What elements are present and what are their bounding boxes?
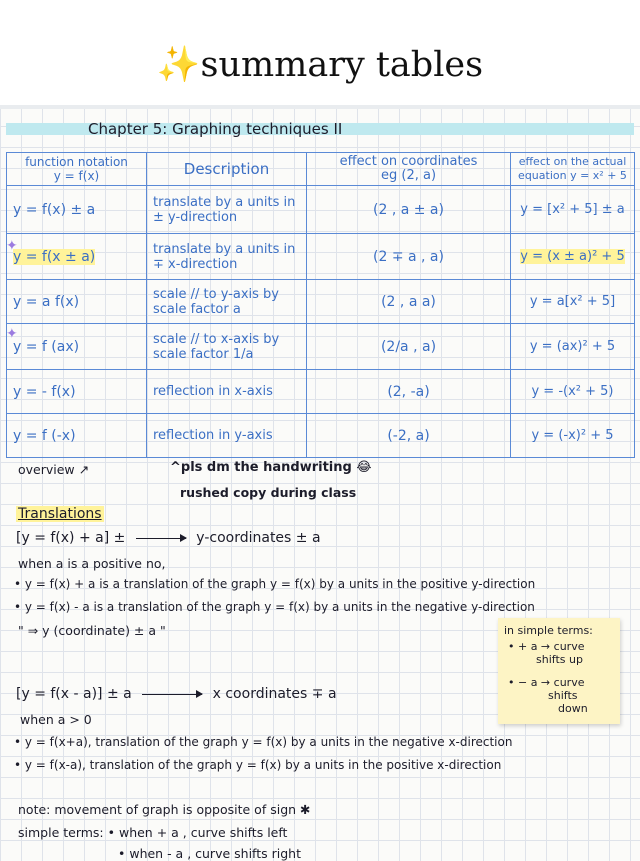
table-row (7, 234, 635, 280)
page-title: ✨summary tables (156, 45, 484, 85)
table-header-row (7, 153, 635, 186)
table-row (7, 186, 635, 234)
arrow-icon (142, 694, 202, 695)
rule-1-result: y-coordinates ± a (196, 530, 321, 546)
row-description: translate by a units in ∓ x-direction (147, 234, 307, 280)
chapter-heading: Chapter 5: Graphing techniques II (88, 120, 343, 138)
row-equation: y = (-x)² + 5 (511, 414, 635, 458)
translation-line-3: " ⇒ y (coordinate) ± a " (18, 623, 166, 638)
table-row (7, 280, 635, 324)
row-equation: y = a[x² + 5] (511, 280, 635, 324)
overview-label: overview ↗ (18, 462, 90, 477)
row-description: reflection in x-axis (147, 370, 307, 414)
translation-line-5: • y = f(x-a), translation of the graph y = f(x) by a units in the positive x-direction (14, 758, 502, 772)
condition-2: when a > 0 (20, 712, 92, 727)
row-coordinates: (2, -a) (307, 370, 511, 414)
table-row (7, 324, 635, 370)
summary-table (6, 152, 635, 458)
caption-rushed: rushed copy during class (180, 485, 357, 500)
row-formula: y = f (-x) (7, 414, 147, 458)
header-equation: effect on the actual equation y = x² + 5 (511, 153, 635, 186)
sticky-line: • + a → curve (508, 640, 585, 653)
row-formula (7, 234, 147, 280)
simple-terms-2: • when - a , curve shifts right (118, 846, 301, 861)
header-function: function notation y = f(x) (7, 153, 147, 186)
row-formula: y = - f(x) (7, 370, 147, 414)
simple-terms: simple terms: • when + a , curve shifts left (18, 825, 288, 840)
row-equation: y = -(x² + 5) (511, 370, 635, 414)
row-description: translate by a units in ± y-direction (147, 186, 307, 234)
arrow-icon (136, 538, 186, 539)
rule-2-formula: [y = f(x - a)] ± a (16, 686, 132, 702)
sticky-line: down (558, 702, 588, 715)
row-description: scale // to x-axis by scale factor 1/a (147, 324, 307, 370)
translation-line-1: • y = f(x) + a is a translation of the graph y = f(x) by a units in the positive y-direction (14, 577, 536, 591)
sticky-title: in simple terms: (504, 624, 593, 637)
movement-note: note: movement of graph is opposite of sign ✱ (18, 802, 311, 817)
row-coordinates: (2/a , a) (307, 324, 511, 370)
sheet-edge (0, 105, 640, 109)
sparkle-icon: ✦ (6, 326, 18, 342)
row-formula: y = f(x) ± a (7, 186, 147, 234)
row-coordinates: (2 , a ± a) (307, 186, 511, 234)
row-coordinates: (2 , a a) (307, 280, 511, 324)
row-description: scale // to y-axis by scale factor a (147, 280, 307, 324)
table-row (7, 414, 635, 458)
sticky-line: shifts up (536, 653, 583, 666)
row-equation (511, 234, 635, 280)
row-equation: y = [x² + 5] ± a (511, 186, 635, 234)
header-coordinates: effect on coordinates eg (2, a) (307, 153, 511, 186)
rule-2-result: x coordinates ∓ a (212, 686, 337, 702)
row-formula: y = a f(x) (7, 280, 147, 324)
row-description: reflection in y-axis (147, 414, 307, 458)
row-coordinates: (-2, a) (307, 414, 511, 458)
row-formula: y = f (ax) (7, 324, 147, 370)
sticky-note (498, 618, 620, 724)
rule-1 (16, 530, 321, 546)
equation-highlight: y = (x ± a)² + 5 (520, 249, 625, 264)
header-description: Description (147, 153, 307, 186)
row-equation: y = (ax)² + 5 (511, 324, 635, 370)
translation-line-4: • y = f(x+a), translation of the graph y = f(x) by a units in the negative x-direction (14, 735, 513, 749)
sticky-line: shifts (548, 689, 578, 702)
formula-highlight: y = f(x ± a) (13, 248, 96, 265)
sticky-line: • − a → curve (508, 676, 585, 689)
row-coordinates: (2 ∓ a , a) (307, 234, 511, 280)
translation-line-2: • y = f(x) - a is a translation of the graph y = f(x) by a units in the negative y-direction (14, 600, 535, 614)
caption-handwriting: ^pls dm the handwriting 😂 (170, 460, 372, 475)
table-row (7, 370, 635, 414)
rule-1-formula: [y = f(x) + a] ± (16, 530, 126, 546)
rule-2 (16, 686, 337, 702)
condition-1: when a is a positive no, (18, 556, 166, 571)
sparkle-icon: ✦ (6, 238, 18, 254)
translations-heading: Translations (18, 506, 102, 522)
